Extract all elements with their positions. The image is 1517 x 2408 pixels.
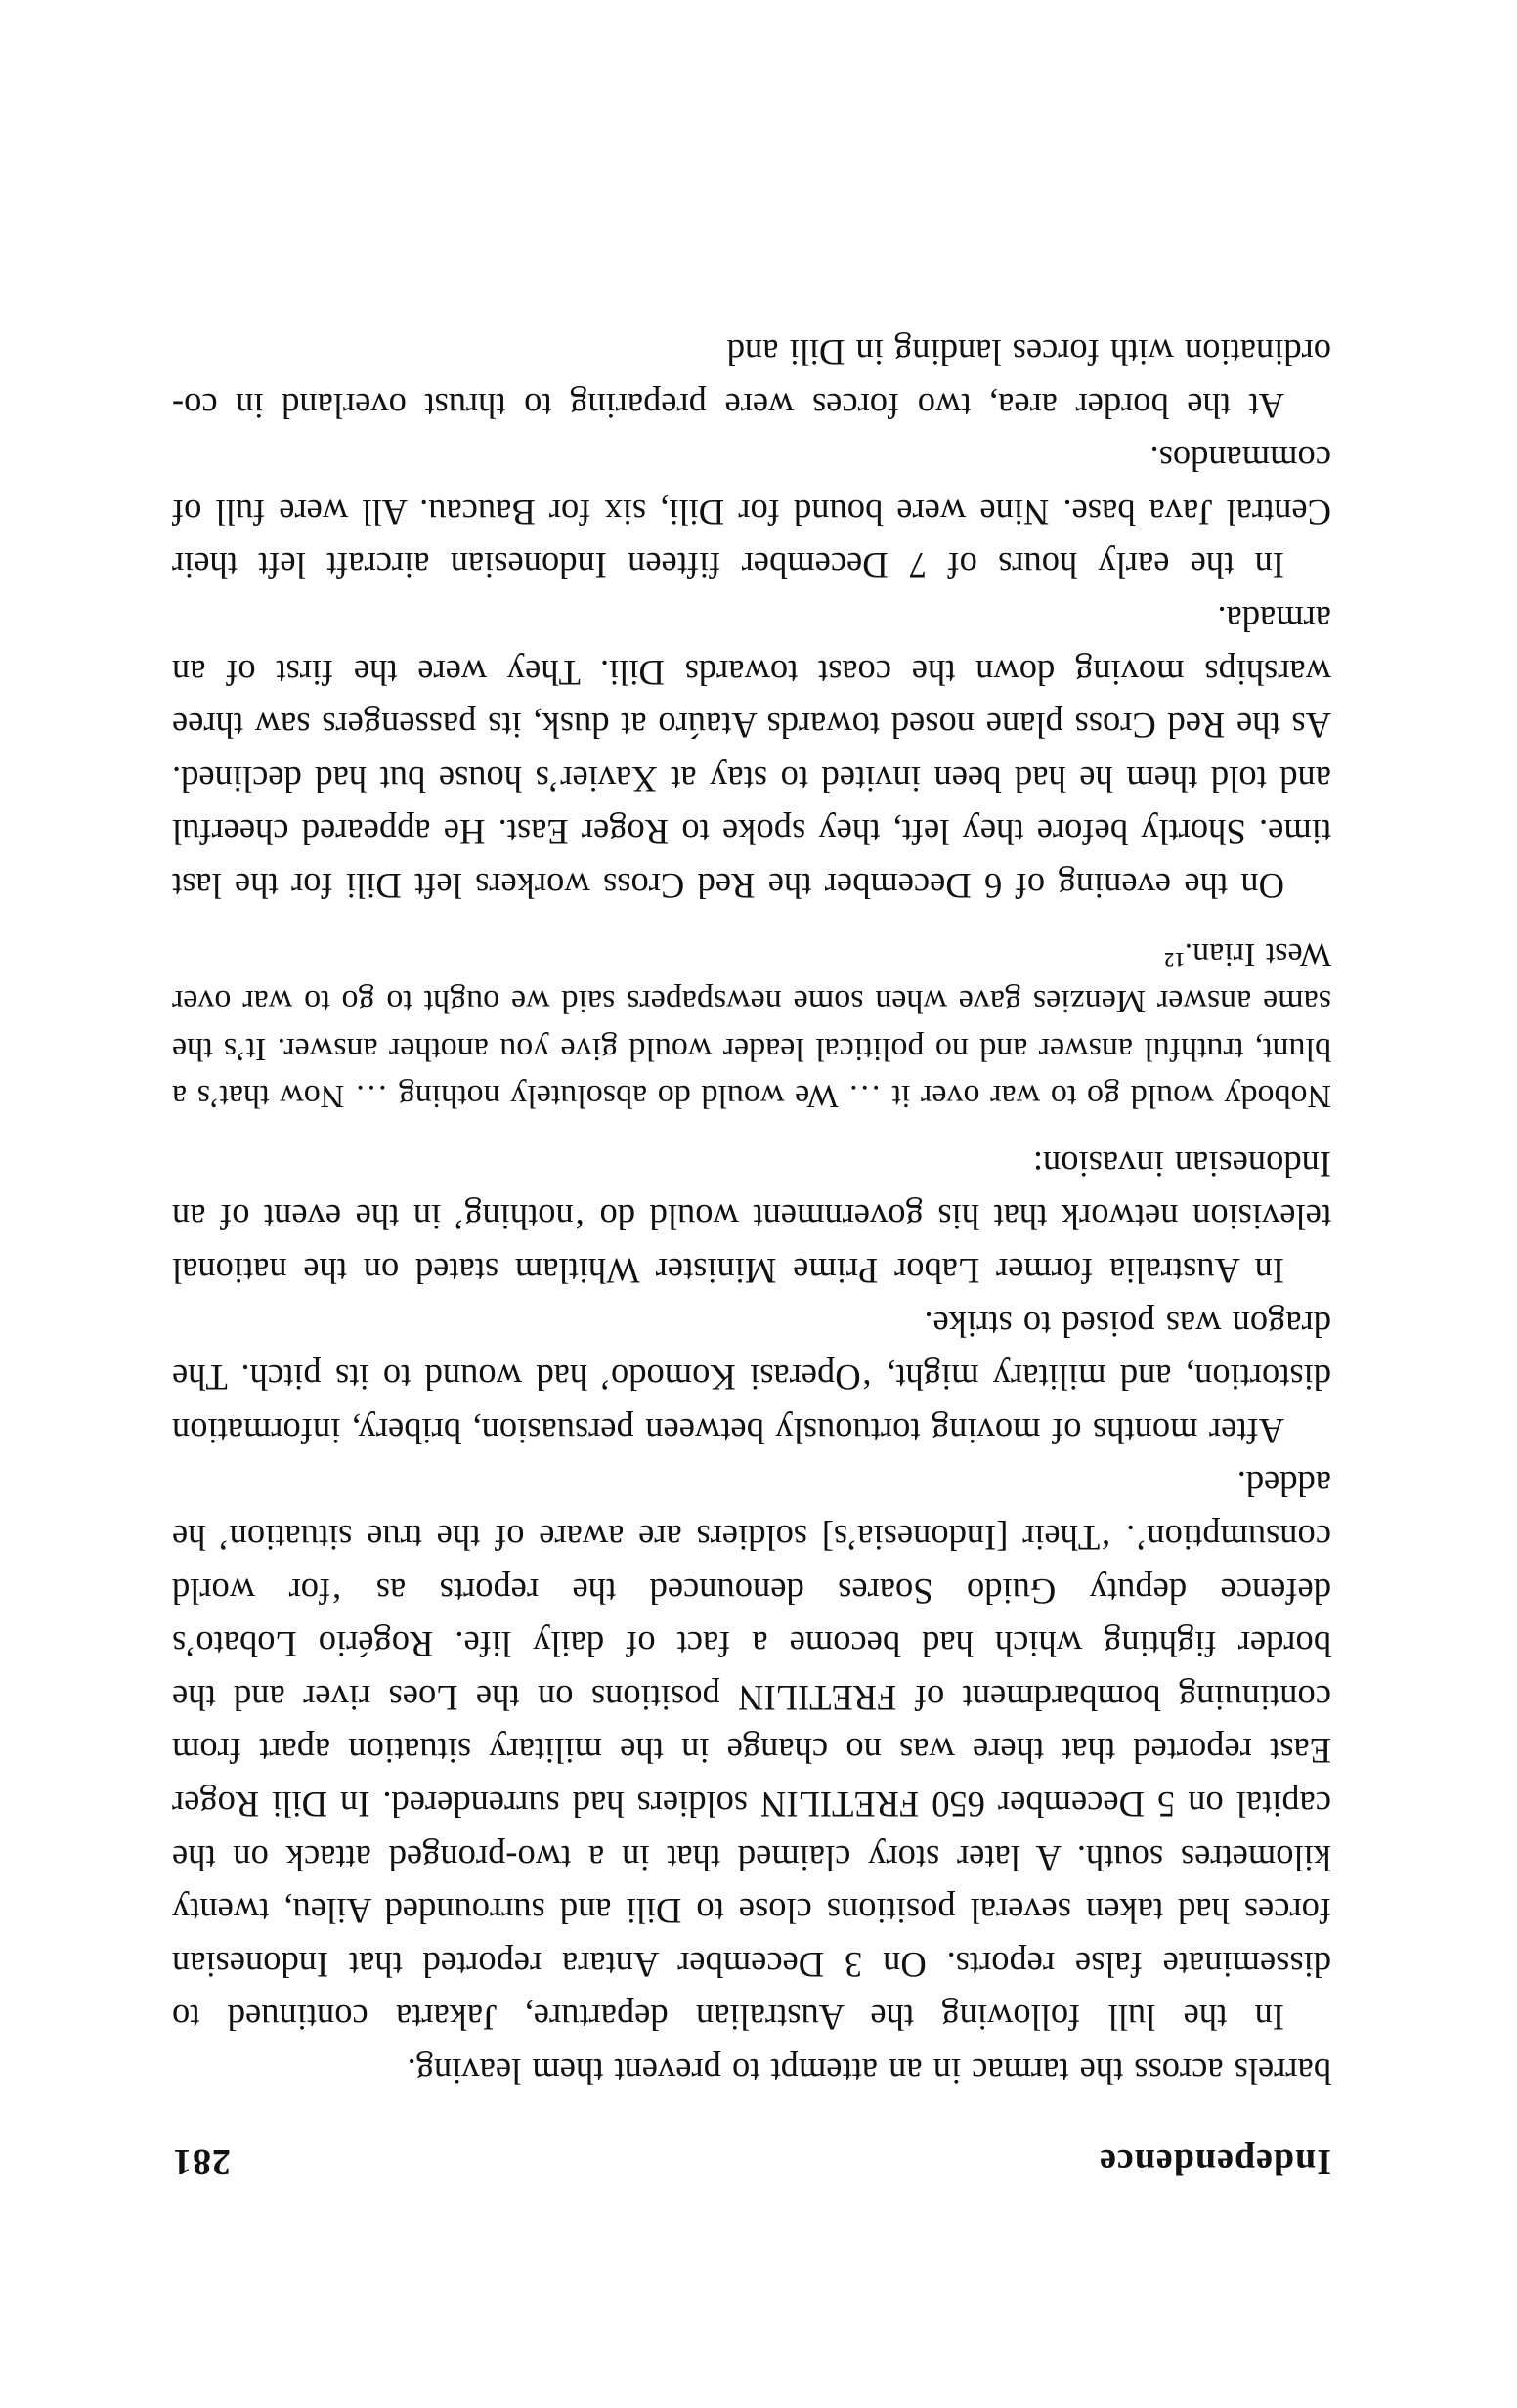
paragraph-red-cross: On the evening of 6 December the Red Cross workers left Dili for the last time. Shortly before they left, they spoke to Roger East. He appeared cheerful and told them he had been invited to stay at Xavier’s house but had declined. As the Red Cross plane nosed towards Ataúro at dusk, its passengers saw three warships moving down the coast towards Dili. They were the first of an armada.	[172, 598, 1331, 906]
running-head-title: Independence	[1099, 2141, 1331, 2182]
paragraph-continued: barrels across the tarmac in an attempt to prevent them leaving.	[407, 2051, 1331, 2091]
paragraph-false-reports: In the lull following the Australian departure, Jakarta continued to disseminate false reports. On 3 December Antara reported that Indonesian forces had taken several positions close to Dili and surrounded Aileu, twenty kilometres south. A later story claimed that in a two-pronged attack on the capital on 5 December 650 FRETILIN soldiers had surrendered. In Dili Roger East reported that there was no change in the military situation apart from continuing bombardment of FRETILIN positions on the Loes river and the border fighting which had become a fact of daily life. Rogério Lobato’s defence deputy Guido Soares denounced the reports as ‘for world consumption’. ‘Their [Indonesia’s] soldiers are aware of the true situation’ he added.	[172, 1464, 1331, 2039]
body-text	[172, 324, 1331, 2097]
running-head	[172, 2136, 1331, 2183]
paragraph-aircraft: In the early hours of 7 December fifteen Indonesian aircraft left their Central Java base. Nine were bound for Dili, six for Baucau. All were full of commandos.	[172, 439, 1331, 586]
paragraph-border-forces: At the border area, two forces were preparing to thrust overland in co-ordination with forces landing in Dili and	[172, 332, 1331, 426]
paragraph-operasi-komodo: After months of moving tortuously between persuasion, bribery, information distortion, and military might, ‘Operasi Komodo’ had wound to its pitch. The dragon was poised to strike.	[172, 1304, 1331, 1451]
paragraph-whitlam: In Australia former Labor Prime Minister Whitlam stated on the national television network that his government would do ‘nothing’ in the event of an Indonesian invasion:	[172, 1143, 1331, 1292]
page-number: 281	[172, 2141, 231, 2182]
block-quote-whitlam: Nobody would go to war over it … We would do absolutely nothing … Now that’s a blunt, truthful answer and no political leader would give you another answer. It’s the same answer Menzies gave when some newspapers said we ought to go to war over West Irian.¹²	[172, 935, 1331, 1115]
